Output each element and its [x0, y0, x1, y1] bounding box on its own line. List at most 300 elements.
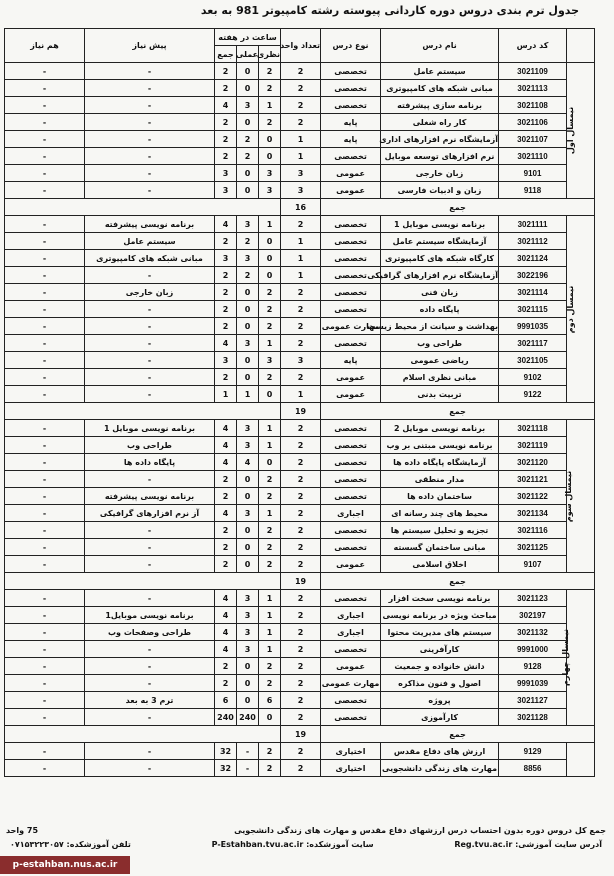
sum-blank	[5, 726, 281, 743]
cell-total: 2	[215, 114, 237, 131]
cell-units: 2	[281, 709, 321, 726]
cell-name: سیستم های مدیریت محتوا	[381, 624, 499, 641]
cell-type: تخصصی	[321, 284, 381, 301]
cell-units: 2	[281, 658, 321, 675]
college-site	[212, 840, 374, 849]
cell-name: کارگاه شبکه های کامپیوتری	[381, 250, 499, 267]
cell-coreq: -	[5, 267, 85, 284]
cell-total: 4	[215, 505, 237, 522]
cell-total: 2	[215, 369, 237, 386]
cell-units: 2	[281, 63, 321, 80]
cell-type: پایه	[321, 114, 381, 131]
cell-prereq: -	[85, 318, 215, 335]
cell-theory: 1	[259, 624, 281, 641]
cell-name: کارآفرینی	[381, 641, 499, 658]
total-header: جمع	[215, 46, 237, 63]
cell-name: آزمایشگاه پایگاه داده ها	[381, 454, 499, 471]
table-row	[5, 63, 595, 80]
cell-total: 4	[215, 335, 237, 352]
units-header: تعداد واحد	[281, 29, 321, 63]
cell-coreq: -	[5, 335, 85, 352]
cell-type: تخصصی	[321, 692, 381, 709]
sum-blank	[5, 199, 281, 216]
table-row	[5, 131, 595, 148]
cell-practical: 0	[237, 301, 259, 318]
cell-prereq: -	[85, 522, 215, 539]
cell-total: 3	[215, 352, 237, 369]
footer-note-line	[6, 826, 606, 835]
cell-theory: 0	[259, 233, 281, 250]
cell-code: 9129	[499, 743, 567, 760]
cell-name: طراحی وب	[381, 335, 499, 352]
cell-type: تخصصی	[321, 539, 381, 556]
cell-type: تخصصی	[321, 488, 381, 505]
cell-prereq: -	[85, 165, 215, 182]
cell-type: تخصصی	[321, 97, 381, 114]
cell-prereq: -	[85, 114, 215, 131]
cell-theory: 2	[259, 471, 281, 488]
cell-type: عمومی	[321, 556, 381, 573]
cell-name: مدار منطقی	[381, 471, 499, 488]
cell-code: 3021105	[499, 352, 567, 369]
cell-code: 9107	[499, 556, 567, 573]
table-row	[5, 148, 595, 165]
cell-name: سیستم عامل	[381, 63, 499, 80]
cell-practical: 4	[237, 454, 259, 471]
cell-code: 3021134	[499, 505, 567, 522]
cell-total: 4	[215, 216, 237, 233]
cell-units: 2	[281, 301, 321, 318]
cell-type: مهارت عمومی	[321, 318, 381, 335]
table-row	[5, 420, 595, 437]
cell-name: نرم افزارهای توسعه موبایل	[381, 148, 499, 165]
table-body	[5, 63, 595, 777]
cell-prereq: -	[85, 590, 215, 607]
semester-label: نیمسال چهارم	[561, 628, 571, 687]
cell-code: 3021125	[499, 539, 567, 556]
table-row	[5, 658, 595, 675]
cell-prereq: برنامه نویسی موبایل 1	[85, 420, 215, 437]
cell-total: 6	[215, 692, 237, 709]
cell-coreq: -	[5, 148, 85, 165]
cell-coreq: -	[5, 80, 85, 97]
cell-total: 2	[215, 556, 237, 573]
cell-code: 3021109	[499, 63, 567, 80]
cell-units: 2	[281, 454, 321, 471]
cell-prereq: -	[85, 386, 215, 403]
theory-header: نظری	[259, 46, 281, 63]
cell-theory: 1	[259, 97, 281, 114]
cell-prereq: -	[85, 148, 215, 165]
cell-practical: 3	[237, 250, 259, 267]
cell-name: کار راه شغلی	[381, 114, 499, 131]
cell-theory: 2	[259, 284, 281, 301]
prereq-header: پیش نیاز	[85, 29, 215, 63]
cell-prereq: -	[85, 80, 215, 97]
cell-name: آزمایشگاه سیستم عامل	[381, 233, 499, 250]
cell-name: برنامه نویسی مبتنی بر وب	[381, 437, 499, 454]
reg-url[interactable]: Reg.tvu.ac.ir	[454, 840, 513, 849]
cell-total: 32	[215, 760, 237, 777]
cell-practical: 3	[237, 641, 259, 658]
cell-total: 4	[215, 454, 237, 471]
cell-total: 4	[215, 420, 237, 437]
cell-theory: 3	[259, 182, 281, 199]
cell-code: 3021118	[499, 420, 567, 437]
cell-coreq: -	[5, 454, 85, 471]
cell-units: 1	[281, 131, 321, 148]
cell-theory: 2	[259, 658, 281, 675]
cell-prereq: -	[85, 63, 215, 80]
table-row	[5, 182, 595, 199]
sum-units: 19	[281, 403, 321, 420]
cell-practical: 0	[237, 675, 259, 692]
cell-theory: 0	[259, 250, 281, 267]
semester-label: نیمسال اول	[565, 106, 575, 155]
cell-code: 3021119	[499, 437, 567, 454]
cell-type: تخصصی	[321, 590, 381, 607]
sum-label: جمع	[321, 573, 595, 590]
cell-coreq: -	[5, 216, 85, 233]
sum-label: جمع	[321, 199, 595, 216]
cell-name: آزمایشگاه نرم افزارهای اداری	[381, 131, 499, 148]
cell-total: 3	[215, 165, 237, 182]
cell-units: 2	[281, 114, 321, 131]
cell-code: 9991000	[499, 641, 567, 658]
cell-units: 2	[281, 488, 321, 505]
cell-type: پایه	[321, 352, 381, 369]
cell-practical: 2	[237, 148, 259, 165]
cell-code: 3021107	[499, 131, 567, 148]
cell-prereq: مبانی شبکه های کامپیوتری	[85, 250, 215, 267]
cell-coreq: -	[5, 352, 85, 369]
table-row	[5, 386, 595, 403]
table-row	[5, 709, 595, 726]
cell-units: 2	[281, 675, 321, 692]
cell-practical: 0	[237, 318, 259, 335]
cell-code: 9991035	[499, 318, 567, 335]
cell-code: 3021106	[499, 114, 567, 131]
cell-type: تخصصی	[321, 454, 381, 471]
cell-code: 3021122	[499, 488, 567, 505]
cell-type: تخصصی	[321, 267, 381, 284]
cell-type: عمومی	[321, 182, 381, 199]
cell-name: بهداشت و سیانت از محیط زیست	[381, 318, 499, 335]
table-row	[5, 250, 595, 267]
cell-coreq: -	[5, 590, 85, 607]
cell-units: 2	[281, 318, 321, 335]
cell-units: 3	[281, 182, 321, 199]
college-phone	[10, 840, 131, 849]
cell-coreq: -	[5, 471, 85, 488]
cell-code: 3021108	[499, 97, 567, 114]
cell-coreq: -	[5, 675, 85, 692]
cell-units: 2	[281, 335, 321, 352]
cell-units: 1	[281, 250, 321, 267]
cell-practical: 3	[237, 607, 259, 624]
cell-prereq: پایگاه داده ها	[85, 454, 215, 471]
cell-prereq: برنامه نویسی موبایل1	[85, 607, 215, 624]
cell-prereq: -	[85, 335, 215, 352]
cell-name: اصول و فنون مذاکره	[381, 675, 499, 692]
cell-total: 4	[215, 624, 237, 641]
table-row	[5, 80, 595, 97]
cell-coreq: -	[5, 692, 85, 709]
cell-units: 2	[281, 556, 321, 573]
phone-number: ۰۷۱۵۳۲۲۳۰۵۷	[10, 840, 64, 849]
cell-name: مبانی شبکه های کامپیوتری	[381, 80, 499, 97]
cell-theory: 3	[259, 352, 281, 369]
table-row	[5, 675, 595, 692]
cell-practical: 0	[237, 114, 259, 131]
cell-theory: 2	[259, 80, 281, 97]
sum-blank	[5, 403, 281, 420]
cell-type: اختیاری	[321, 760, 381, 777]
cell-coreq: -	[5, 114, 85, 131]
cell-units: 1	[281, 148, 321, 165]
cell-prereq: -	[85, 369, 215, 386]
cell-prereq: سیستم عامل	[85, 233, 215, 250]
cell-type: تخصصی	[321, 250, 381, 267]
sum-label: جمع	[321, 403, 595, 420]
cell-practical: -	[237, 760, 259, 777]
cell-practical: 0	[237, 471, 259, 488]
cell-units: 2	[281, 437, 321, 454]
table-row	[5, 539, 595, 556]
coreq-header: هم نیاز	[5, 29, 85, 63]
cell-type: تخصصی	[321, 233, 381, 250]
table-row	[5, 471, 595, 488]
cell-theory: 1	[259, 590, 281, 607]
cell-coreq: -	[5, 539, 85, 556]
cell-units: 2	[281, 743, 321, 760]
semester-label-cell	[563, 420, 595, 573]
cell-type: اجباری	[321, 505, 381, 522]
cell-type: تخصصی	[321, 301, 381, 318]
semester-label-cell	[567, 63, 595, 199]
cell-prereq: -	[85, 556, 215, 573]
cell-total: 2	[215, 318, 237, 335]
cell-coreq: -	[5, 369, 85, 386]
cell-prereq: -	[85, 539, 215, 556]
cell-code: 3021113	[499, 80, 567, 97]
footer-total-units: 75 واحد	[6, 826, 39, 835]
cell-type: پایه	[321, 131, 381, 148]
cell-code: 3021115	[499, 301, 567, 318]
table-row	[5, 284, 595, 301]
cell-prereq: زبان خارجی	[85, 284, 215, 301]
cell-practical: 3	[237, 505, 259, 522]
cell-type: عمومی	[321, 165, 381, 182]
sum-units: 19	[281, 573, 321, 590]
cell-prereq: طراحی وب	[85, 437, 215, 454]
cell-type: تخصصی	[321, 80, 381, 97]
cell-units: 2	[281, 471, 321, 488]
cell-total: 2	[215, 63, 237, 80]
cell-total: 2	[215, 488, 237, 505]
cell-coreq: -	[5, 607, 85, 624]
semester-sum-row	[5, 403, 595, 420]
cell-theory: 2	[259, 556, 281, 573]
cell-theory: 1	[259, 437, 281, 454]
cell-type: تخصصی	[321, 471, 381, 488]
cell-total: 2	[215, 284, 237, 301]
cell-units: 2	[281, 80, 321, 97]
cell-coreq: -	[5, 386, 85, 403]
cell-code: 3021114	[499, 284, 567, 301]
cell-total: 2	[215, 131, 237, 148]
cell-name: اخلاق اسلامی	[381, 556, 499, 573]
table-row	[5, 318, 595, 335]
cell-prereq: -	[85, 301, 215, 318]
reg-label: آدرس سایت آموزشی:	[515, 840, 602, 849]
table-row	[5, 233, 595, 250]
cell-type: اجباری	[321, 624, 381, 641]
cell-coreq: -	[5, 641, 85, 658]
cell-practical: 0	[237, 80, 259, 97]
cell-code: 3021124	[499, 250, 567, 267]
reg-site	[454, 840, 602, 849]
cell-code: 3021123	[499, 590, 567, 607]
cell-theory: 2	[259, 488, 281, 505]
cell-theory: 1	[259, 420, 281, 437]
cell-practical: 3	[237, 335, 259, 352]
cell-theory: 2	[259, 760, 281, 777]
cell-prereq: -	[85, 658, 215, 675]
cell-theory: 2	[259, 369, 281, 386]
cell-practical: 0	[237, 369, 259, 386]
phone-label: تلفن آموزشکده:	[66, 840, 131, 849]
cell-prereq: برنامه نویسی پیشرفته	[85, 488, 215, 505]
cell-type: تخصصی	[321, 63, 381, 80]
table-row	[5, 641, 595, 658]
footer-contact-line	[6, 840, 606, 849]
cell-name: برنامه نویسی موبایل 2	[381, 420, 499, 437]
cell-theory: 2	[259, 63, 281, 80]
cell-theory: 0	[259, 267, 281, 284]
cell-units: 1	[281, 386, 321, 403]
cell-total: 240	[215, 709, 237, 726]
table-row	[5, 114, 595, 131]
cell-code: 3021127	[499, 692, 567, 709]
table-row	[5, 165, 595, 182]
cell-code: 3021120	[499, 454, 567, 471]
cell-total: 2	[215, 148, 237, 165]
cell-name: برنامه نویسی موبایل 1	[381, 216, 499, 233]
semester-label: نیمسال دوم	[565, 285, 575, 333]
table-row	[5, 505, 595, 522]
table-row	[5, 522, 595, 539]
cell-type: عمومی	[321, 386, 381, 403]
cell-code: 3022196	[499, 267, 567, 284]
cell-prereq: برنامه نویسی پیشرفته	[85, 216, 215, 233]
cell-code: 3021132	[499, 624, 567, 641]
cell-theory: 0	[259, 709, 281, 726]
cell-code: 3021121	[499, 471, 567, 488]
cell-units: 2	[281, 369, 321, 386]
cell-prereq: طراحی وصفحات وب	[85, 624, 215, 641]
cell-name: برنامه سازی پیشرفته	[381, 97, 499, 114]
cell-coreq: -	[5, 505, 85, 522]
site-label: سایت آموزشکده:	[306, 840, 374, 849]
cell-coreq: -	[5, 624, 85, 641]
semester-sum-row	[5, 726, 595, 743]
cell-name: مباحث ویژه در برنامه نویسی	[381, 607, 499, 624]
cell-name: کارآموزی	[381, 709, 499, 726]
cell-type: عمومی	[321, 658, 381, 675]
cell-name: ریاضی عمومی	[381, 352, 499, 369]
cell-practical: 3	[237, 420, 259, 437]
cell-practical: 0	[237, 522, 259, 539]
cell-practical: 0	[237, 165, 259, 182]
sum-units: 19	[281, 726, 321, 743]
cell-name: زبان فنی	[381, 284, 499, 301]
cell-theory: 2	[259, 539, 281, 556]
cell-practical: 0	[237, 539, 259, 556]
cell-code: 9128	[499, 658, 567, 675]
cell-prereq: -	[85, 471, 215, 488]
cell-name: تجزیه و تحلیل سیستم ها	[381, 522, 499, 539]
cell-units: 2	[281, 505, 321, 522]
table-row	[5, 437, 595, 454]
cell-total: 3	[215, 250, 237, 267]
cell-theory: 1	[259, 505, 281, 522]
cell-practical: 2	[237, 233, 259, 250]
cell-type: تخصصی	[321, 437, 381, 454]
table-row	[5, 488, 595, 505]
cell-total: 32	[215, 743, 237, 760]
cell-coreq: -	[5, 182, 85, 199]
cell-total: 2	[215, 675, 237, 692]
cell-prereq: آز نرم افزارهای گرافیکی	[85, 505, 215, 522]
cell-units: 2	[281, 539, 321, 556]
cell-practical: 3	[237, 216, 259, 233]
table-row	[5, 692, 595, 709]
cell-coreq: -	[5, 250, 85, 267]
cell-practical: -	[237, 743, 259, 760]
cell-name: برنامه نویسی سخت افزار	[381, 590, 499, 607]
cell-units: 2	[281, 760, 321, 777]
cell-units: 2	[281, 97, 321, 114]
table-row	[5, 369, 595, 386]
sum-units: 16	[281, 199, 321, 216]
table-row	[5, 556, 595, 573]
cell-prereq: -	[85, 352, 215, 369]
cell-type: تخصصی	[321, 148, 381, 165]
table-row	[5, 216, 595, 233]
cell-units: 2	[281, 216, 321, 233]
cell-total: 2	[215, 301, 237, 318]
sum-label: جمع	[321, 726, 595, 743]
cell-type: مهارت عمومی	[321, 675, 381, 692]
cell-practical: 0	[237, 63, 259, 80]
cell-theory: 2	[259, 318, 281, 335]
cell-code: 3021117	[499, 335, 567, 352]
cell-coreq: -	[5, 556, 85, 573]
cell-type: تخصصی	[321, 522, 381, 539]
cell-name: پایگاه داده	[381, 301, 499, 318]
cell-units: 2	[281, 641, 321, 658]
site-url[interactable]: P-Estahban.tvu.ac.ir	[211, 840, 304, 849]
cell-coreq: -	[5, 522, 85, 539]
cell-practical: 2	[237, 131, 259, 148]
cell-name: ساختمان داده ها	[381, 488, 499, 505]
cell-code: 8856	[499, 760, 567, 777]
cell-practical: 3	[237, 624, 259, 641]
cell-total: 3	[215, 182, 237, 199]
cell-practical: 3	[237, 97, 259, 114]
cell-practical: 3	[237, 437, 259, 454]
